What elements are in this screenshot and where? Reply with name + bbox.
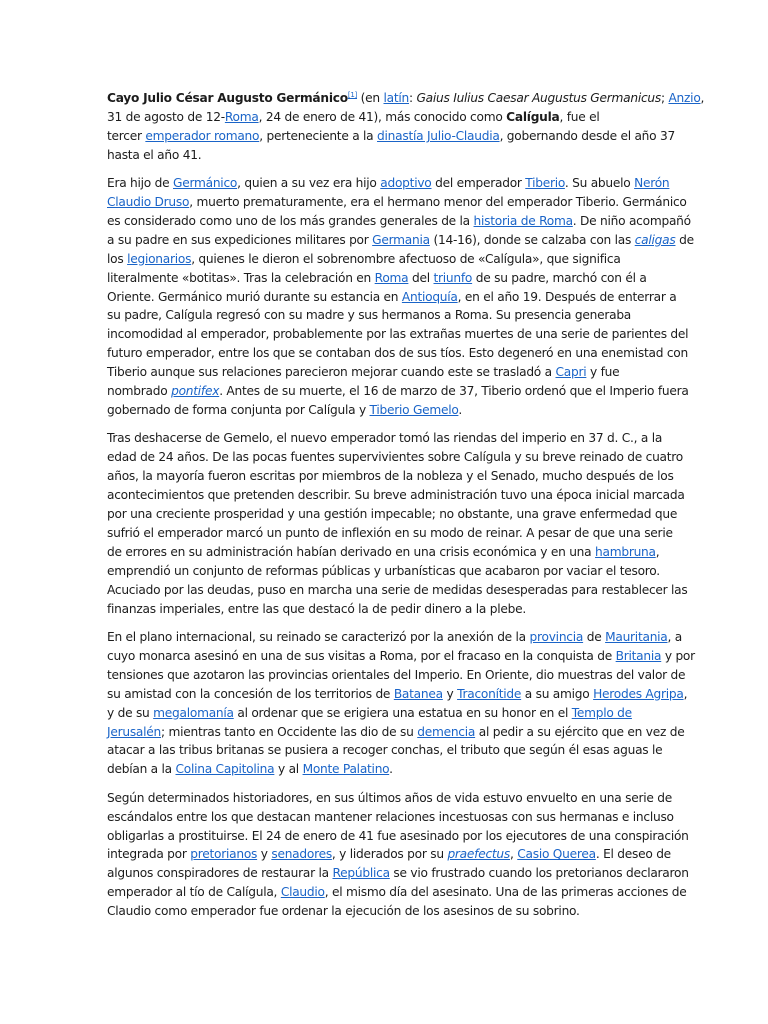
article-link[interactable]: latín [383,91,409,105]
text-run: debían a la [107,762,176,777]
text-run: Según determinados historiadores, en sus últimos años de vida estuvo envuelto en una serie de [107,790,672,805]
text-run: al ordenar que se erigiera una estatua en su honor en el [233,705,572,720]
text-line [107,647,695,666]
text-run: al pedir a su ejército que en vez de [475,724,685,739]
text-run: , gobernando desde el año 37 [499,128,675,143]
text-line [107,666,686,685]
italic-text: Gaius Iulius Caesar Augustus Germanicus [416,91,661,105]
text-run: tercer [107,128,146,143]
text-line [107,146,661,165]
article-link[interactable]: legionarios [127,251,192,266]
article-link[interactable]: Templo de [571,705,632,720]
text-run: del emperador [431,176,526,191]
text-run: se vio frustrado cuando los pretorianos declararon [389,866,689,881]
text-line [107,524,673,543]
text-run: a su padre en sus expediciones militares por [107,232,373,247]
article-link[interactable]: República [332,866,390,881]
text-run: , quien a su vez era hijo [237,176,381,191]
text-line [107,581,688,600]
text-line [107,760,661,779]
bold-text: Calígula [506,109,560,124]
text-run: los [107,251,128,266]
article-link[interactable]: Traconítide [457,686,522,701]
text-run: : [409,91,417,105]
article-link[interactable]: Mauritania [605,629,668,644]
article-link[interactable]: Batanea [393,686,443,701]
text-run: . El deseo de [595,847,671,862]
text-run: . Antes de su muerte, el 16 de marzo de 37, Tiberio ordenó que el Imperio fuera [219,384,689,399]
text-line [107,174,670,193]
text-run: Oriente. Germánico murió durante su estancia en [107,289,402,304]
bold-text: Cayo Julio César Augusto Germánico [107,91,348,105]
text-run: integrada por [107,847,191,862]
article-link[interactable]: megalomanía [153,705,234,720]
text-run: (en [357,91,384,105]
text-line [107,127,675,146]
article-body [107,89,705,931]
text-run: por una creciente prosperidad y una gestión impecable; no obstante, una grave enfermedad que [107,507,678,522]
article-link[interactable]: Herodes Agripa [593,686,684,701]
article-link[interactable]: Germania [372,232,430,247]
text-run: algunos conspiradores de restaurar la [107,866,333,881]
text-run: de errores en su administración habían derivado en una crisis económica y en una [107,544,596,559]
text-run: emperador al tío de Calígula, [107,885,281,900]
text-run: edad de 24 años. De las pocas fuentes supervivientes sobre Calígula y su breve reinado de cuatro [107,450,684,465]
text-run: ; [660,91,669,105]
text-line [107,808,674,827]
text-run: y por [661,648,695,663]
text-run: Era hijo de [107,176,173,191]
article-link[interactable]: pontifex [171,384,220,399]
article-link[interactable]: hambruna [595,544,656,559]
text-run: y al [274,762,303,777]
text-line [107,89,705,108]
text-run: años, la mayoría fueron escritas por miembros de la nobleza y el Senado, mucho después de los [107,469,674,484]
text-run: , perteneciente a la [259,128,378,143]
text-line [107,628,682,647]
text-line [107,789,672,808]
article-link[interactable]: Claudio [280,885,325,900]
text-run: emprendió un conjunto de reformas públicas y urbanísticas que acabaron por vaciar el tesoro. [107,563,660,578]
text-run: de su padre, marchó con él a [472,270,647,285]
paragraph [107,628,695,779]
text-run: del [408,270,434,285]
text-run: de [675,232,694,247]
text-run: , 24 de enero de 41), más conocido como [258,109,507,124]
text-line [107,231,694,250]
text-line [107,288,677,307]
text-line [107,401,661,420]
article-link[interactable]: Claudio Druso [107,195,190,210]
article-link[interactable]: Roma [374,270,409,285]
text-run: , [655,544,660,559]
text-line [107,250,661,269]
text-line [107,193,687,212]
text-run: a su amigo [521,686,594,701]
text-line [107,845,671,864]
paragraph [107,174,694,420]
article-link[interactable]: Capri [555,365,587,380]
article-link[interactable]: Monte Palatino [302,762,390,777]
text-run: . [389,762,393,777]
article-link[interactable]: triunfo [433,270,473,285]
text-run: , y liderados por su [331,847,448,862]
article-link[interactable]: Jerusalén [107,724,162,739]
article-link[interactable]: adoptivo [380,176,432,191]
article-link[interactable]: Anzio [668,91,701,105]
text-run: y [257,847,272,862]
text-line [107,448,684,467]
text-run: de [583,629,606,644]
text-run: hasta el año 41. [107,147,202,162]
text-run: gobernado de forma conjunta por Calígula y [107,403,370,417]
article-link[interactable]: Tiberio [525,176,565,191]
article-link[interactable]: Casio Querea [517,847,596,862]
text-run: Acuciado por las deudas, puso en marcha una serie de medidas desesperadas para restablecer las [107,582,688,597]
text-run: , [700,91,705,105]
text-run: y fue [586,365,620,380]
article-link[interactable]: pretorianos [190,847,258,862]
text-line [107,344,688,363]
text-line [107,723,685,742]
text-run: su padre, Calígula regresó con su madre y sus hermanos a Roma. Su presencia generaba [107,308,632,323]
text-line [107,486,685,505]
article-link[interactable]: senadores [271,847,332,862]
text-run: , en el año 19. Después de enterrar a [457,289,677,304]
text-run: . De niño acompañó [572,213,691,228]
text-run: 31 de agosto de 12- [107,109,225,124]
article-link[interactable]: demencia [417,724,476,739]
text-line [107,864,689,883]
text-line [107,108,661,127]
text-run: tensiones que azotaron las provincias orientales del Imperio. En Oriente, dio muestras del valor de [107,667,686,682]
text-line [107,382,689,401]
article-link[interactable]: Roma [224,109,259,124]
article-link[interactable]: dinastía Julio-Claudia [377,128,500,143]
text-line [107,600,661,619]
text-run: es considerado como uno de los más grandes generales de la [107,213,474,228]
article-link[interactable]: Colina Capitolina [175,762,275,777]
text-line [107,505,678,524]
article-link[interactable]: emperador romano [145,128,260,143]
text-line [107,562,661,581]
article-link[interactable]: Antioquía [401,289,458,304]
text-run: , [683,686,688,701]
text-run: , quienes le dieron el sobrenombre afectuoso de «Calígula», que significa [191,251,621,266]
text-run: , [510,847,518,862]
text-run: . Su abuelo [564,176,635,191]
paragraph [107,429,688,618]
text-run: Tras deshacerse de Gemelo, el nuevo emperador tomó las riendas del imperio en 37 d. C., a la [107,431,663,446]
text-run: ; mientras tanto en Occidente las dio de su [161,724,418,739]
text-run: . [458,403,463,417]
text-line [107,467,674,486]
text-line [107,704,661,723]
text-run: Claudio como emperador fue ordenar la ejecución de los asesinos de su sobrino. [107,904,580,919]
text-line [107,212,691,231]
text-run: escándalos entre los que destacan mantener relaciones incestuosas con sus hermanas e incluso [107,809,674,824]
article-link[interactable]: provincia [529,629,584,644]
text-run: y [442,686,458,701]
article-link[interactable]: Nerón [634,176,670,191]
article-link[interactable]: Germánico [173,176,238,191]
text-run: su amistad con la concesión de los territorios de [107,686,394,701]
paragraph [107,89,705,165]
text-run: literalmente «botitas». Tras la celebración en [107,270,375,285]
text-line [107,902,661,921]
footnote-ref[interactable]: [1] [347,91,358,99]
text-run: futuro emperador, entre los que se contaban dos de sus tíos. Esto degeneró en una enemistad con [107,346,688,361]
paragraph [107,789,689,921]
text-run: En el plano internacional, su reinado se caracterizó por la anexión de la [107,629,530,644]
text-line [107,543,661,562]
text-run: , el mismo día del asesinato. Una de las primeras acciones de [324,885,687,900]
text-run: (14-16), donde se calzaba con las [429,232,635,247]
text-line [107,827,689,846]
text-line [107,306,661,325]
text-run: cuyo monarca asesinó en una de sus visitas a Roma, por el fracaso en la conquista de [107,648,616,663]
text-run: , muerto prematuramente, era el hermano menor del emperador Tiberio. Germánico [189,195,687,210]
text-run: , fue el [559,109,600,124]
article-link[interactable]: Tiberio Gemelo [369,403,459,417]
text-line [107,429,661,448]
text-run: atacar a las tribus britanas se pusiera a recoger conchas, el tributo que según él esas aguas le [107,743,663,758]
text-run: sufrió el emperador marcó un punto de inflexión en su modo de reinar. A pesar de que una serie [107,525,673,540]
text-line [107,269,661,288]
text-run: finanzas imperiales, entre las que destacó la de pedir dinero a la plebe. [107,601,526,616]
text-line [107,363,661,382]
text-run: , a [667,629,682,644]
text-run: acontecimientos que pretenden describir. Su breve administración tuvo una época inicial marcada [107,488,685,503]
article-link[interactable]: caligas [634,232,676,247]
article-link[interactable]: praefectus [447,847,510,862]
text-line [107,883,687,902]
text-line [107,741,661,760]
text-run: obligarlas a prostituirse. El 24 de enero de 41 fue asesinado por los ejecutores de una conspiración [107,828,689,843]
text-line [107,685,688,704]
text-line [107,325,689,344]
text-run: y de su [107,705,154,720]
text-run: nombrado [107,384,172,399]
text-run: incomodidad al emperador, probablemente por las extrañas muertes de una serie de parientes del [107,327,689,342]
article-link[interactable]: Britania [615,648,662,663]
text-run: Tiberio aunque sus relaciones parecieron mejorar cuando este se trasladó a [107,365,556,380]
article-link[interactable]: historia de Roma [473,213,573,228]
